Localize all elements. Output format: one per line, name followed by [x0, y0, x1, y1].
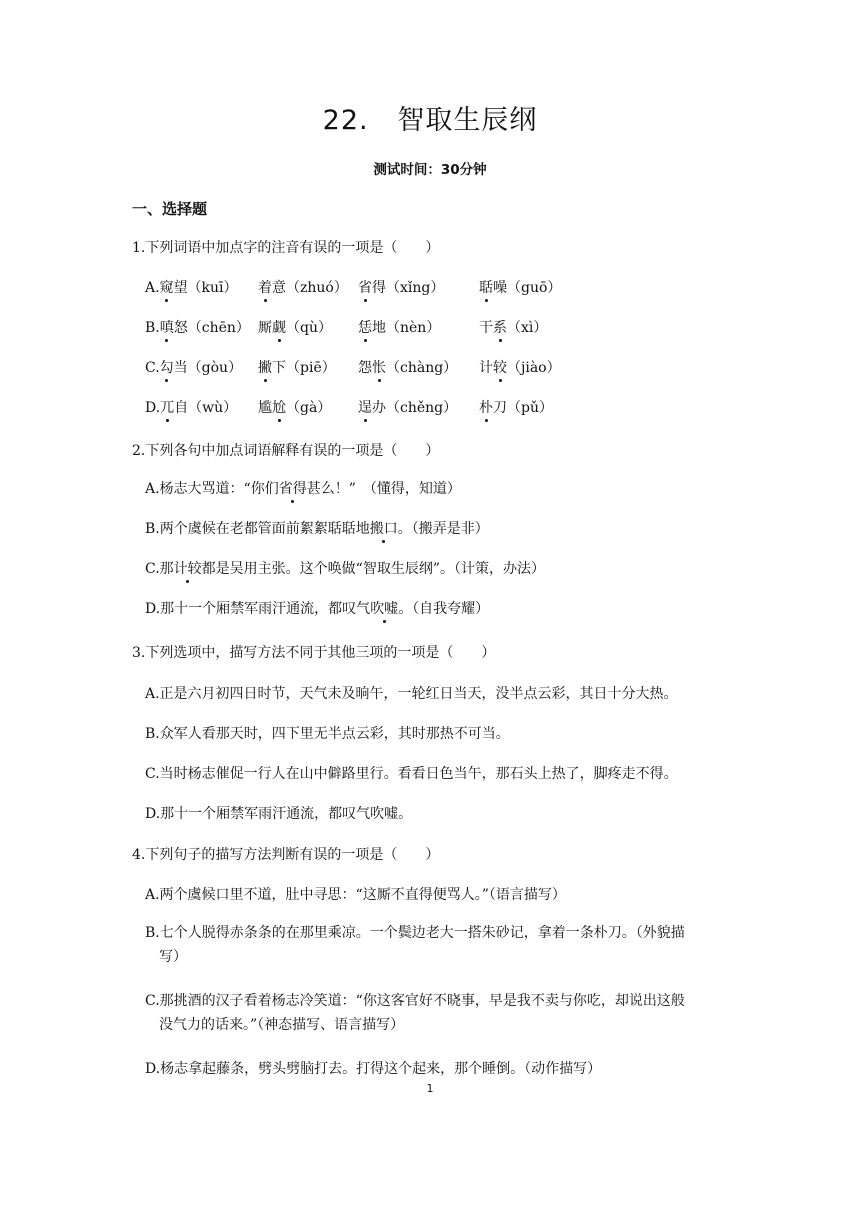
option-text: 都是吴用主张。这个唤做“智取生辰纲”。（计策，办法）: [201, 561, 545, 577]
word-text: 当（gòu）: [173, 360, 243, 376]
word-text: 望（kuī）: [173, 280, 238, 296]
option-line: 没气力的话来。”（神态描写、语言描写）: [159, 1017, 405, 1033]
option-text: C.那: [145, 561, 174, 577]
word-text: 厮: [258, 320, 272, 336]
dotted-word: 计较: [174, 558, 202, 578]
question-2-stem: 2.下列各句中加点词语解释有误的一项是（ ）: [132, 443, 440, 459]
option-label: A.: [145, 280, 160, 296]
question-1-word: [358, 277, 444, 297]
option-text: 。（搬弄是非）: [397, 521, 489, 537]
word-text: 尴: [258, 400, 272, 416]
word-text: 怒（chēn）: [173, 320, 250, 336]
option-line: 写）: [159, 949, 187, 965]
dotted-character: 省: [358, 277, 372, 297]
question-2-option-c: [145, 558, 545, 578]
question-1-word: [145, 317, 250, 337]
dotted-character: 系: [493, 317, 507, 337]
dotted-character: 聒: [479, 277, 493, 297]
question-1-word: [479, 277, 561, 297]
word-text: 下（piē）: [272, 360, 336, 376]
question-4-option-a: A.两个虞候口里不道，肚中寻思：“这厮不直得便骂人。”（语言描写）: [145, 887, 566, 903]
word-text: （xì）: [507, 320, 548, 336]
option-text: A.杨志大骂道：“你们: [145, 481, 279, 497]
dotted-character: 逞: [358, 397, 372, 417]
word-text: 怨: [358, 360, 372, 376]
word-text: 噪（guō）: [493, 280, 562, 296]
dotted-word: 吹嘘: [370, 598, 398, 618]
question-3-option-d: D.那十一个厢禁军雨汗通流，都叹气吹嘘。: [145, 806, 413, 822]
word-text: 地（nèn）: [372, 320, 441, 336]
dotted-character: 窥: [160, 277, 174, 297]
question-1-word: [258, 357, 336, 377]
question-1-word: [479, 317, 547, 337]
dotted-character: 尬: [272, 397, 286, 417]
word-text: 意（zhuó）: [272, 280, 348, 296]
section-heading: 一、选择题: [132, 200, 208, 218]
question-4-option-d: D.杨志拿起藤条，劈头劈脑打去。打得这个起来，那个睡倒。（动作描写）: [145, 1061, 602, 1077]
question-2-option-a: [145, 478, 461, 498]
question-1-word: [358, 397, 457, 417]
question-1-word: [358, 357, 457, 377]
question-1-word: [358, 317, 440, 337]
question-1-word: [258, 277, 348, 297]
word-text: 自（wù）: [174, 400, 238, 416]
word-text: （jiào）: [507, 360, 561, 376]
question-1-word: [479, 357, 561, 377]
dotted-character: 较: [493, 357, 507, 377]
word-text: 得（xǐng）: [372, 280, 445, 296]
question-3-option-b: B.众军人看那天时，四下里无半点云彩，其时那热不可当。: [145, 726, 510, 742]
word-text: （qù）: [286, 320, 332, 336]
option-text: 甚么！” （懂得，知道）: [306, 481, 461, 497]
question-4-option-c: [145, 989, 745, 1037]
question-4-option-b: [145, 921, 745, 969]
option-text: 。（自我夸耀）: [398, 601, 490, 617]
question-3-option-a: A.正是六月初四日时节，天气未及晌午，一轮红日当天，没半点云彩，其日十分大热。: [145, 686, 678, 702]
word-text: 办（chěng）: [372, 400, 458, 416]
question-1-word: [145, 277, 238, 297]
dotted-character: 嗔: [160, 317, 174, 337]
question-1-word: [258, 397, 331, 417]
dotted-character: 勾: [160, 357, 174, 377]
dotted-character: 兀: [160, 397, 174, 417]
option-label: B.: [145, 320, 160, 336]
word-text: （gà）: [286, 400, 332, 416]
word-text: （chàng）: [386, 360, 458, 376]
question-1-word: [258, 317, 332, 337]
word-text: 刀（pǔ）: [493, 400, 553, 416]
dotted-character: 朴: [479, 397, 493, 417]
question-3-option-c: C.当时杨志催促一行人在山中僻路里行。看看日色当午，那石头上热了，脚疼走不得。: [145, 766, 678, 782]
option-text: B.两个虞候在老都管面前絮絮聒聒地: [145, 521, 370, 537]
question-1-stem: 1.下列词语中加点字的注音有误的一项是（ ）: [132, 240, 440, 256]
test-duration: 测试时间：30分钟: [373, 162, 487, 178]
word-text: 计: [479, 360, 493, 376]
dotted-word: 搬口: [370, 518, 398, 538]
dotted-word: 省得: [279, 478, 307, 498]
option-label: D.: [145, 400, 161, 416]
dotted-character: 觑: [272, 317, 286, 337]
question-1-word: [145, 357, 242, 377]
dotted-character: 着: [258, 277, 272, 297]
option-text: D.那十一个厢禁军雨汗通流，都叹气: [145, 601, 371, 617]
dotted-character: 撇: [258, 357, 272, 377]
question-2-option-d: [145, 598, 489, 618]
question-4-stem: 4.下列句子的描写方法判断有误的一项是（ ）: [132, 847, 440, 863]
question-1-word: [145, 397, 237, 417]
option-line: C.那挑酒的汉子看着杨志冷笑道：“你这客官好不晓事，早是我不卖与你吃，却说出这般: [145, 993, 685, 1009]
option-line: B.七个人脱得赤条条的在那里乘凉。一个鬓边老大一搭朱砂记，拿着一条朴刀。（外貌描: [145, 925, 685, 941]
page-number: 1: [426, 1082, 434, 1095]
dotted-character: 恁: [358, 317, 372, 337]
word-text: 干: [479, 320, 493, 336]
dotted-character: 怅: [372, 357, 386, 377]
question-2-option-b: [145, 518, 489, 538]
option-label: C.: [145, 360, 160, 376]
page-title: 22. 智取生辰纲: [322, 105, 538, 136]
question-1-word: [479, 397, 553, 417]
question-3-stem: 3.下列选项中，描写方法不同于其他三项的一项是（ ）: [132, 645, 496, 661]
